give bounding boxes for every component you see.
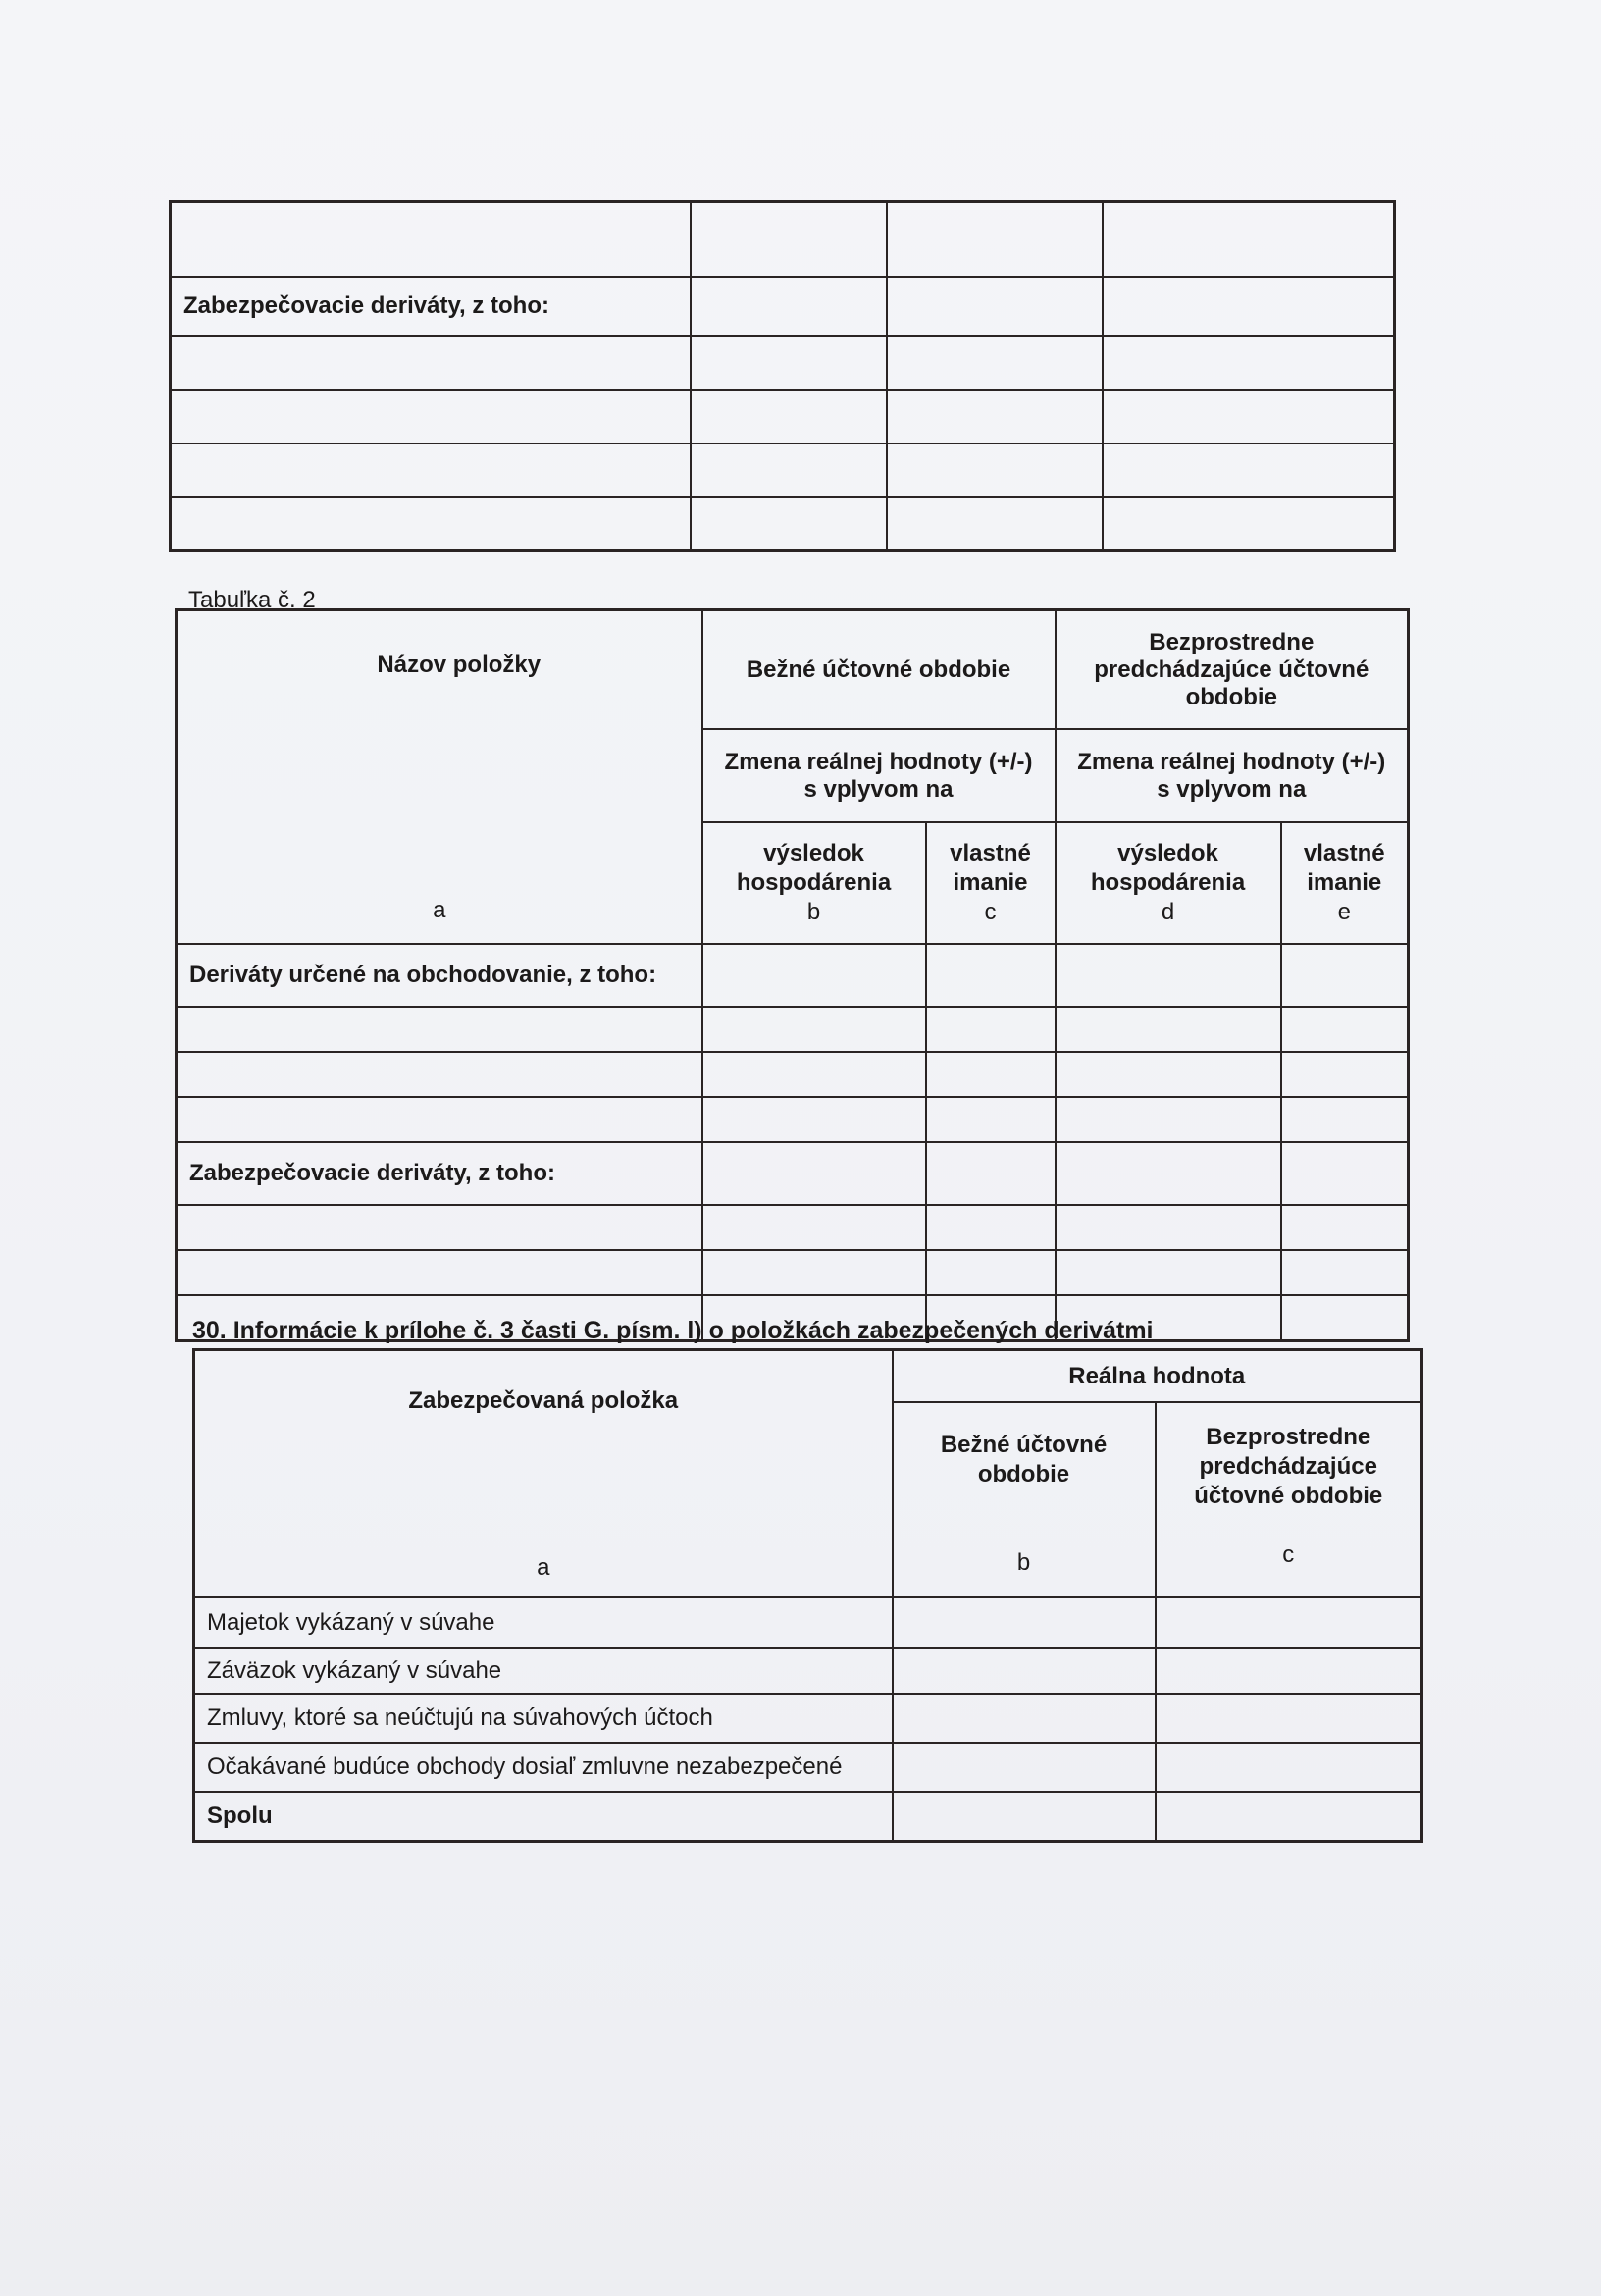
table-row — [171, 497, 1395, 551]
row-label-total: Spolu — [194, 1792, 893, 1841]
subheader-equity-previous: vlastné imanie — [1303, 839, 1385, 896]
table-row — [194, 1350, 1422, 1403]
table-row — [177, 1250, 1409, 1295]
group-header-hedging: Zabezpečovacie deriváty, z toho: — [171, 277, 691, 336]
col-letter-d: d — [1161, 898, 1175, 925]
table-row — [171, 202, 1395, 277]
col-name-label: Názov položky — [377, 652, 542, 678]
col-letter-e: e — [1337, 898, 1351, 925]
table-row — [177, 1142, 1409, 1205]
section-30-heading: 30. Informácie k prílohe č. 3 časti G. písm. l) o položkách zabezpečených derivátmi — [192, 1317, 1154, 1344]
table-row — [177, 1007, 1409, 1052]
table-row — [194, 1792, 1422, 1841]
col-letter-b: b — [806, 898, 821, 925]
group-header-hedging: Zabezpečovacie deriváty, z toho: — [177, 1142, 702, 1205]
col-hedged-item-label: Zabezpečovaná položka — [408, 1387, 679, 1414]
previous-period-header: Bezprostredne predchádzajúce účtovné obdobie — [1194, 1423, 1383, 1509]
current-period-header: Bežné účtovné obdobie — [702, 610, 1056, 730]
hedged-items-table — [192, 1348, 1423, 1843]
table-caption: Tabuľka č. 2 — [188, 587, 316, 613]
row-label-assets: Majetok vykázaný v súvahe — [194, 1597, 893, 1648]
subheader-result-previous: výsledok hospodárenia — [1090, 839, 1246, 896]
col-letter-c: c — [1282, 1540, 1295, 1568]
table-row — [194, 1648, 1422, 1694]
table-row — [177, 944, 1409, 1007]
table-row — [171, 336, 1395, 390]
row-label-liabilities: Záväzok vykázaný v súvahe — [194, 1648, 893, 1694]
table-row — [177, 1205, 1409, 1250]
col-letter-b: b — [1016, 1548, 1031, 1576]
row-label-off-balance-contracts: Zmluvy, ktoré sa neúčtujú na súvahových účtoch — [194, 1694, 893, 1743]
fair-value-change-previous: Zmena reálnej hodnoty (+/-) s vplyvom na — [1077, 748, 1386, 803]
fair-value-change-current: Zmena reálnej hodnoty (+/-) s vplyvom na — [724, 748, 1033, 803]
table-row — [171, 277, 1395, 336]
col-letter-c: c — [984, 898, 997, 925]
group-header-trading: Deriváty určené na obchodovanie, z toho: — [177, 944, 702, 1007]
table-row — [194, 1694, 1422, 1743]
table-row — [171, 444, 1395, 497]
table-row — [171, 390, 1395, 444]
fair-value-header: Reálna hodnota — [893, 1350, 1422, 1403]
table-row — [177, 610, 1409, 730]
table-row — [177, 1097, 1409, 1142]
subheader-equity-current: vlastné imanie — [950, 839, 1031, 896]
previous-period-header: Bezprostredne predchádzajúce účtovné obdobie — [1094, 628, 1369, 710]
table-row — [177, 1052, 1409, 1097]
table-2 — [175, 608, 1410, 1342]
table-row — [194, 1597, 1422, 1648]
col-letter-a: a — [433, 897, 446, 923]
table-row — [194, 1743, 1422, 1792]
col-letter-a: a — [537, 1554, 550, 1581]
current-period-header: Bežné účtovné obdobie — [940, 1431, 1108, 1487]
subheader-result-current: výsledok hospodárenia — [736, 839, 892, 896]
row-label-forecast-transactions: Očakávané budúce obchody dosiaľ zmluvne nezabezpečené — [194, 1743, 893, 1792]
top-table — [169, 200, 1396, 552]
